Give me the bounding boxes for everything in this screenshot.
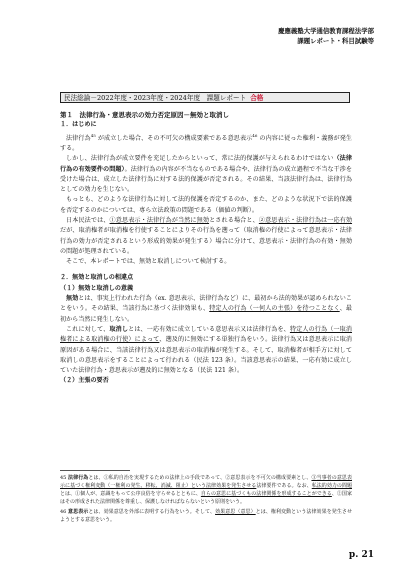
part-heading: 第１ 法律行為・意思表示の効力否定原因－無効と取消し (60, 111, 229, 119)
footnote-46: 46 意思表示とは、効果意思を外部に表明する行為をいう。そして、効果意思（意思）とは、権利変動という法律効果を発生させようとする意思をいう。 (60, 509, 352, 523)
paragraph-1: 法律行為$^{45}$ が成立した場合、その不可欠の構成要素である意思表示$^{46}$ の内容に従った権利・義務が発生する。 (60, 132, 353, 152)
footnote-ref-45: 45 (90, 132, 96, 138)
paragraph-4: 日本民法では、①意思表示・法律行為が当然に無効とされる場合と、②意思表示・法律行為は一応有効だが、取消権者が取消権を行使することによりその行為を遡って（取消権の行使によって意思表示・法律行為の効力が否定されるという形成的効果が発生する）場合に分けて、意思表示・法律行為の有効・無効の問題が処理されている。 (60, 217, 353, 255)
section-heading-intro: １．はじめに (60, 121, 97, 129)
page-number: p. 21 (348, 550, 374, 560)
section-heading-differences: ２．無効と取消しの相違点 (60, 274, 134, 282)
paragraph-3: もっとも、どのような法律行為に対して法的保護を否定するのか、また、どのような状況下で法的保護を否定するのかについては、専ら立法政策の問題である（価値の判断）。 (60, 196, 352, 214)
result-badge: 合格 (250, 94, 264, 102)
header-university: 慶應義塾大学通信教育課程法学部 (278, 27, 374, 35)
paragraph-6: 無効とは、事実上行われた行為（ex. 意思表示、法律行為など）に、最初から法的効果が認められないことをいう。その結果、当該行為に基づく法律効果も、特定人の行為（一何人の主張）を待つことなく、最初から当然に発生しない。 (60, 295, 353, 323)
report-body (60, 110, 352, 387)
paragraph-7: これに対して、取消しとは、一応有効に成立している意思表示又は法律行為を、特定人の行為（一取消権者による取消権の行使）によって、遡及的に無効にする単独行為をいう。法律行為又は意思表示に取消原因がある場合に、当該法律行為又は意思表示の取消権が発生する。そして、取消権者が相手方に対して取消しの意思表示をすることによって行われる（民法 123 条）。当該意思表示の結果、一応有効に成立していた法律行為・意思表示が遡及的に無効となる（民法 121 条）。 (60, 325, 353, 375)
paragraph-2: しかし、法律行為が成立要件を充足したからといって、常に法的保護が与えられるわけではない（法律行為の有効要件の問題）。法律行為の内容が不当なものである場合や、法律行為の成立過程で不当な干渉を受けた場合は、成立した法律行為に対する法的保護が否定される。その結果、当該法律行為は、法律行為としての効力を生じない。 (60, 155, 352, 194)
footnotes (60, 474, 352, 526)
subsection-heading-meaning: （１）無効と取消しの意義 (60, 284, 134, 292)
footnote-ref-46: 46 (252, 132, 258, 138)
footnote-divider (60, 470, 130, 471)
footnote-45: 45 法律行為とは、①私的自治を実現するための法律上の手段であって、②意思表示を不可欠の構成要素とし、③当事者の意思表示に基づく権利変動（一権利の発生、移転、消滅、阻止）という法律効果を発生させる法律要件である。なお、私法的効力の問題とは、①個人が、意識をもって公序良俗を守らせるとともに、自らの意思に基づくもの法律関係を形成することができる、②国家はその形成された法律関係を尊重し、保護しなければならないという原則をいう。 (60, 475, 352, 505)
page-header (278, 26, 374, 46)
report-title: 民法総論－2022年度・2023年度・2024年度 課題レポート (64, 94, 247, 102)
header-subtitle: 課題レポート・科目試験等 (297, 37, 374, 45)
report-title-box (60, 92, 350, 103)
subsection-heading-assertion: （２）主張の要否 (60, 377, 109, 385)
paragraph-5: そこで、本レポートでは、無効と取消しについて検討する。 (66, 258, 231, 266)
